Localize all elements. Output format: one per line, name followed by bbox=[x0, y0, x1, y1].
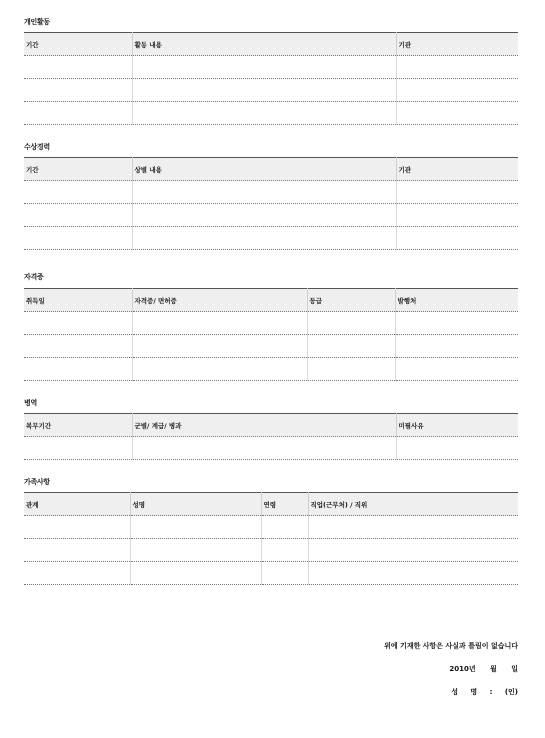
table-cell[interactable] bbox=[24, 539, 130, 562]
table-cell[interactable] bbox=[130, 516, 261, 539]
table-cell[interactable] bbox=[261, 516, 308, 539]
column-header: 기간 bbox=[24, 158, 132, 181]
table-row bbox=[24, 335, 518, 358]
column-header: 직업(근무처) / 직위 bbox=[308, 493, 518, 516]
table-row bbox=[24, 437, 518, 460]
column-header: 연령 bbox=[261, 493, 308, 516]
table-cell[interactable] bbox=[24, 562, 130, 585]
table-cell[interactable] bbox=[132, 79, 396, 102]
certificates-table bbox=[24, 288, 518, 381]
table-cell[interactable] bbox=[132, 56, 396, 79]
table-cell[interactable] bbox=[261, 562, 308, 585]
column-header: 기관 bbox=[396, 158, 518, 181]
table-cell[interactable] bbox=[24, 437, 132, 460]
column-header: 등급 bbox=[307, 289, 395, 312]
table-row bbox=[24, 312, 518, 335]
table-cell[interactable] bbox=[396, 181, 518, 204]
table-cell[interactable] bbox=[24, 312, 132, 335]
signature-line: 성 명 : (인) bbox=[451, 688, 518, 696]
table-row bbox=[24, 56, 518, 79]
table-cell[interactable] bbox=[24, 335, 132, 358]
table-cell[interactable] bbox=[308, 516, 518, 539]
table-row bbox=[24, 204, 518, 227]
table-cell[interactable] bbox=[308, 562, 518, 585]
table-cell[interactable] bbox=[395, 358, 518, 381]
table-cell[interactable] bbox=[396, 102, 518, 125]
table-cell[interactable] bbox=[307, 335, 395, 358]
table-cell[interactable] bbox=[132, 358, 307, 381]
table-cell[interactable] bbox=[396, 56, 518, 79]
table-row bbox=[24, 181, 518, 204]
table-cell[interactable] bbox=[395, 335, 518, 358]
column-header: 미필사유 bbox=[396, 414, 518, 437]
table-cell[interactable] bbox=[130, 562, 261, 585]
column-header: 기간 bbox=[24, 33, 132, 56]
table-cell[interactable] bbox=[307, 358, 395, 381]
table-cell[interactable] bbox=[24, 56, 132, 79]
table-row bbox=[24, 516, 518, 539]
table-cell[interactable] bbox=[396, 79, 518, 102]
column-header: 발행처 bbox=[395, 289, 518, 312]
table-cell[interactable] bbox=[396, 437, 518, 460]
table-row bbox=[24, 539, 518, 562]
table-cell[interactable] bbox=[24, 516, 130, 539]
confirmation-statement: 위에 기재한 사항은 사실과 틀림이 없습니다 bbox=[384, 642, 518, 650]
table-cell[interactable] bbox=[130, 539, 261, 562]
section-title-military: 병역 bbox=[24, 399, 37, 407]
column-header: 상별 내용 bbox=[132, 158, 396, 181]
table-cell[interactable] bbox=[132, 335, 307, 358]
table-cell[interactable] bbox=[24, 102, 132, 125]
section-title-activities: 개인활동 bbox=[24, 18, 50, 26]
table-row bbox=[24, 102, 518, 125]
column-header: 관계 bbox=[24, 493, 130, 516]
table-cell[interactable] bbox=[24, 79, 132, 102]
table-cell[interactable] bbox=[24, 181, 132, 204]
section-title-training: 수상경력 bbox=[24, 143, 50, 151]
column-header: 기관 bbox=[396, 33, 518, 56]
table-row bbox=[24, 358, 518, 381]
activities-table bbox=[24, 32, 518, 125]
table-cell[interactable] bbox=[307, 312, 395, 335]
table-cell[interactable] bbox=[395, 312, 518, 335]
training-table bbox=[24, 157, 518, 250]
column-header: 복무기간 bbox=[24, 414, 132, 437]
column-header: 활동 내용 bbox=[132, 33, 396, 56]
military-table bbox=[24, 413, 518, 460]
table-cell[interactable] bbox=[24, 204, 132, 227]
table-cell[interactable] bbox=[132, 437, 396, 460]
column-header: 취득일 bbox=[24, 289, 132, 312]
column-header: 자격증/ 면허증 bbox=[132, 289, 307, 312]
table-cell[interactable] bbox=[24, 358, 132, 381]
table-row bbox=[24, 562, 518, 585]
table-cell[interactable] bbox=[261, 539, 308, 562]
table-cell[interactable] bbox=[132, 181, 396, 204]
table-cell[interactable] bbox=[132, 102, 396, 125]
column-header: 군별/ 계급/ 병과 bbox=[132, 414, 396, 437]
section-title-certificates: 자격증 bbox=[24, 273, 44, 281]
table-cell[interactable] bbox=[24, 227, 132, 250]
table-cell[interactable] bbox=[132, 227, 396, 250]
date-line: 2010년 월 일 bbox=[449, 665, 518, 673]
table-cell[interactable] bbox=[308, 539, 518, 562]
section-title-family: 가족사항 bbox=[24, 478, 50, 486]
table-row bbox=[24, 79, 518, 102]
column-header: 성명 bbox=[130, 493, 261, 516]
table-cell[interactable] bbox=[132, 204, 396, 227]
family-table bbox=[24, 492, 518, 585]
table-cell[interactable] bbox=[132, 312, 307, 335]
table-row bbox=[24, 227, 518, 250]
table-cell[interactable] bbox=[396, 204, 518, 227]
table-cell[interactable] bbox=[396, 227, 518, 250]
